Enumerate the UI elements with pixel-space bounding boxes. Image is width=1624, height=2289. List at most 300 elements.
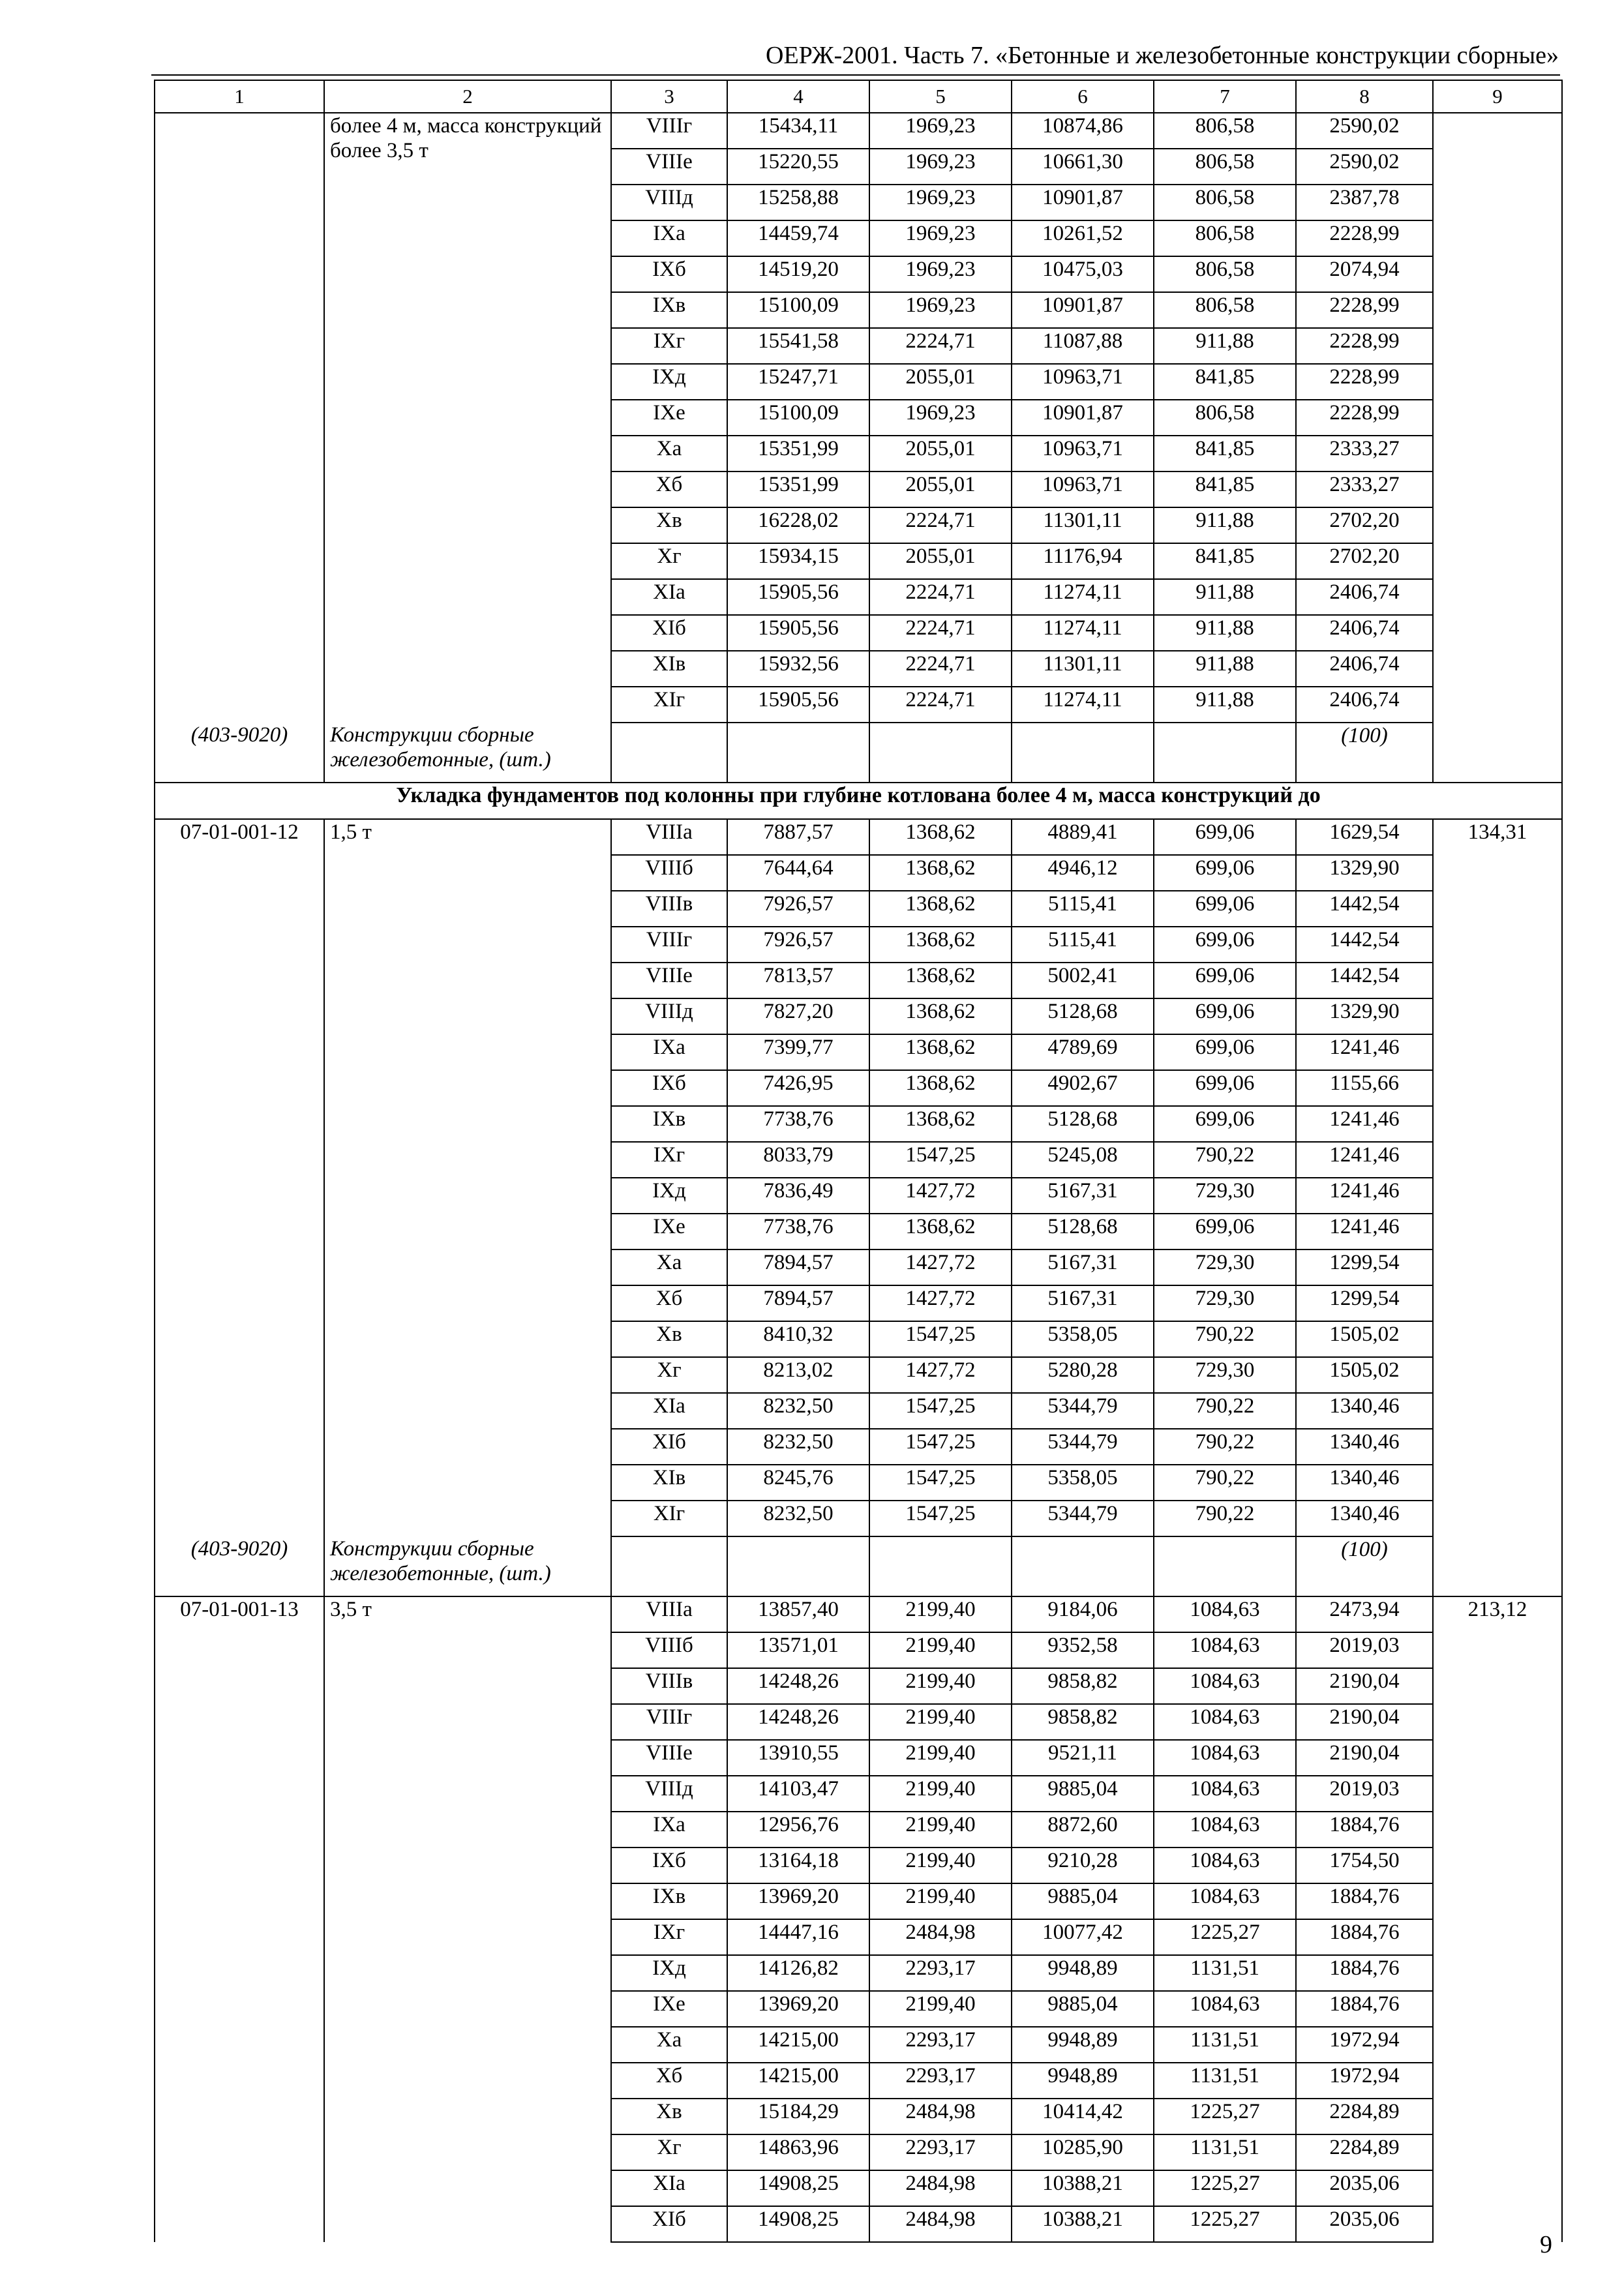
value-cell: 2406,74 xyxy=(1296,615,1433,651)
zone-cell: IXд xyxy=(611,1178,727,1214)
value-cell: 5358,05 xyxy=(1012,1465,1154,1501)
value-cell: 7644,64 xyxy=(727,855,869,891)
value-cell: 1084,63 xyxy=(1154,1632,1296,1668)
value-cell: 11176,94 xyxy=(1012,543,1154,579)
resource-row xyxy=(155,723,1562,783)
zone-cell: XIб xyxy=(611,1429,727,1465)
value-cell: 911,88 xyxy=(1154,507,1296,543)
value-cell: 790,22 xyxy=(1154,1429,1296,1465)
value-cell: 1427,72 xyxy=(869,1357,1012,1393)
value-cell: 4946,12 xyxy=(1012,855,1154,891)
value-cell: 1884,76 xyxy=(1296,1991,1433,2027)
zone-cell: VIIIд xyxy=(611,998,727,1034)
value-cell: 14126,82 xyxy=(727,1955,869,1991)
value-cell: 9948,89 xyxy=(1012,2027,1154,2063)
value-cell: 9352,58 xyxy=(1012,1632,1154,1668)
value-cell: 13857,40 xyxy=(727,1596,869,1632)
value-cell: 10874,86 xyxy=(1012,113,1154,149)
value-cell: 1084,63 xyxy=(1154,1883,1296,1919)
value-cell: 1225,27 xyxy=(1154,1919,1296,1955)
value-cell: 1754,50 xyxy=(1296,1848,1433,1883)
col-num-9: 9 xyxy=(1433,80,1562,113)
value-cell: 729,30 xyxy=(1154,1285,1296,1321)
value-cell: 2702,20 xyxy=(1296,507,1433,543)
page-header: ОЕРЖ-2001. Часть 7. «Бетонные и железобетонные конструкции сборные» xyxy=(766,42,1559,69)
value-cell: 15934,15 xyxy=(727,543,869,579)
col-num-4: 4 xyxy=(727,80,869,113)
value-cell: 11274,11 xyxy=(1012,615,1154,651)
value-cell: 10077,42 xyxy=(1012,1919,1154,1955)
value-cell: 699,06 xyxy=(1154,963,1296,998)
value-cell: 2228,99 xyxy=(1296,364,1433,400)
value-cell: 2473,94 xyxy=(1296,1596,1433,1632)
zone-cell: Xб xyxy=(611,471,727,507)
value-cell: 2199,40 xyxy=(869,1704,1012,1740)
zone-cell: VIIIб xyxy=(611,1632,727,1668)
value-cell: 911,88 xyxy=(1154,615,1296,651)
value-cell: 1299,54 xyxy=(1296,1249,1433,1285)
value-cell: 1084,63 xyxy=(1154,1776,1296,1812)
value-cell: 2224,71 xyxy=(869,687,1012,723)
value-cell: 8245,76 xyxy=(727,1465,869,1501)
value-cell: 1225,27 xyxy=(1154,2099,1296,2134)
value-cell: 699,06 xyxy=(1154,1070,1296,1106)
value-cell: 1505,02 xyxy=(1296,1321,1433,1357)
value-cell: 7836,49 xyxy=(727,1178,869,1214)
empty-cell xyxy=(727,723,869,783)
value-cell: 1368,62 xyxy=(869,1070,1012,1106)
value-cell: 2224,71 xyxy=(869,328,1012,364)
zone-cell: VIIIа xyxy=(611,819,727,855)
value-cell: 1131,51 xyxy=(1154,2027,1296,2063)
value-cell: 2406,74 xyxy=(1296,651,1433,687)
value-cell: 2228,99 xyxy=(1296,292,1433,328)
value-cell: 15220,55 xyxy=(727,149,869,185)
value-cell: 1547,25 xyxy=(869,1142,1012,1178)
value-cell: 2190,04 xyxy=(1296,1740,1433,1776)
header-rule xyxy=(151,74,1560,76)
value-cell: 15541,58 xyxy=(727,328,869,364)
value-cell: 1155,66 xyxy=(1296,1070,1433,1106)
value-cell: 7926,57 xyxy=(727,891,869,927)
value-cell: 11274,11 xyxy=(1012,579,1154,615)
value-cell: 15905,56 xyxy=(727,687,869,723)
rate-description: 3,5 т xyxy=(324,1596,611,2242)
zone-cell: IXд xyxy=(611,364,727,400)
zone-cell: XIб xyxy=(611,615,727,651)
empty-cell xyxy=(611,1536,727,1596)
col-num-3: 3 xyxy=(611,80,727,113)
empty-cell xyxy=(869,723,1012,783)
value-cell: 699,06 xyxy=(1154,891,1296,927)
value-cell: 1225,27 xyxy=(1154,2170,1296,2206)
zone-cell: Xб xyxy=(611,1285,727,1321)
empty-cell xyxy=(1154,1536,1296,1596)
value-cell: 790,22 xyxy=(1154,1321,1296,1357)
value-cell: 2035,06 xyxy=(1296,2206,1433,2242)
resource-code: (403-9020) xyxy=(155,1536,324,1596)
zone-cell: XIб xyxy=(611,2206,727,2242)
value-cell: 15258,88 xyxy=(727,185,869,220)
zone-cell: IXг xyxy=(611,1142,727,1178)
value-cell: 8213,02 xyxy=(727,1357,869,1393)
rate-code: 07-01-001-13 xyxy=(155,1596,324,2242)
value-cell: 1547,25 xyxy=(869,1501,1012,1536)
col-num-2: 2 xyxy=(324,80,611,113)
value-cell: 2387,78 xyxy=(1296,185,1433,220)
value-cell: 806,58 xyxy=(1154,256,1296,292)
value-cell: 5344,79 xyxy=(1012,1501,1154,1536)
value-cell: 13969,20 xyxy=(727,1991,869,2027)
value-cell: 8232,50 xyxy=(727,1501,869,1536)
zone-cell: IXб xyxy=(611,256,727,292)
zone-cell: IXд xyxy=(611,1955,727,1991)
value-cell: 11301,11 xyxy=(1012,507,1154,543)
value-cell: 729,30 xyxy=(1154,1178,1296,1214)
value-cell: 841,85 xyxy=(1154,471,1296,507)
value-cell: 2590,02 xyxy=(1296,149,1433,185)
value-cell: 10901,87 xyxy=(1012,292,1154,328)
zone-cell: VIIIе xyxy=(611,963,727,998)
value-cell: 1427,72 xyxy=(869,1249,1012,1285)
value-cell: 2484,98 xyxy=(869,1919,1012,1955)
zone-cell: Xа xyxy=(611,1249,727,1285)
value-cell: 729,30 xyxy=(1154,1249,1296,1285)
value-cell: 10475,03 xyxy=(1012,256,1154,292)
value-cell: 1131,51 xyxy=(1154,2134,1296,2170)
value-cell: 14248,26 xyxy=(727,1668,869,1704)
zone-cell: IXа xyxy=(611,220,727,256)
value-cell: 2055,01 xyxy=(869,436,1012,471)
value-cell: 13969,20 xyxy=(727,1883,869,1919)
value-cell: 2019,03 xyxy=(1296,1776,1433,1812)
value-cell: 2224,71 xyxy=(869,507,1012,543)
value-cell: 1084,63 xyxy=(1154,1668,1296,1704)
value-cell: 5280,28 xyxy=(1012,1357,1154,1393)
page-number: 9 xyxy=(1540,2231,1552,2258)
value-cell: 5115,41 xyxy=(1012,927,1154,963)
zone-cell: IXе xyxy=(611,1214,727,1249)
zone-cell: VIIIг xyxy=(611,1704,727,1740)
value-cell: 10963,71 xyxy=(1012,471,1154,507)
value-cell: 13910,55 xyxy=(727,1740,869,1776)
value-cell: 1442,54 xyxy=(1296,891,1433,927)
value-cell: 699,06 xyxy=(1154,855,1296,891)
value-cell: 11087,88 xyxy=(1012,328,1154,364)
value-cell: 13571,01 xyxy=(727,1632,869,1668)
labor-value: 134,31 xyxy=(1433,819,1562,1596)
zone-cell: IXг xyxy=(611,328,727,364)
value-cell: 1547,25 xyxy=(869,1429,1012,1465)
value-cell: 2333,27 xyxy=(1296,436,1433,471)
value-cell: 14248,26 xyxy=(727,1704,869,1740)
value-cell: 1368,62 xyxy=(869,998,1012,1034)
value-cell: 2055,01 xyxy=(869,471,1012,507)
value-cell: 699,06 xyxy=(1154,927,1296,963)
value-cell: 2293,17 xyxy=(869,2134,1012,2170)
value-cell: 1241,46 xyxy=(1296,1142,1433,1178)
value-cell: 806,58 xyxy=(1154,400,1296,436)
value-cell: 1084,63 xyxy=(1154,1596,1296,1632)
value-cell: 1969,23 xyxy=(869,400,1012,436)
value-cell: 9948,89 xyxy=(1012,1955,1154,1991)
value-cell: 2228,99 xyxy=(1296,400,1433,436)
value-cell: 4889,41 xyxy=(1012,819,1154,855)
value-cell: 1340,46 xyxy=(1296,1465,1433,1501)
col-num-1: 1 xyxy=(155,80,324,113)
value-cell: 841,85 xyxy=(1154,436,1296,471)
resource-row xyxy=(155,1536,1562,1596)
rate-code xyxy=(155,113,324,723)
value-cell: 1442,54 xyxy=(1296,963,1433,998)
value-cell: 10388,21 xyxy=(1012,2206,1154,2242)
value-cell: 2199,40 xyxy=(869,1596,1012,1632)
value-cell: 2190,04 xyxy=(1296,1704,1433,1740)
empty-cell xyxy=(869,1536,1012,1596)
value-cell: 1884,76 xyxy=(1296,1883,1433,1919)
value-cell: 8033,79 xyxy=(727,1142,869,1178)
rate-description: более 4 м, масса конструкций более 3,5 т xyxy=(324,113,611,723)
value-cell: 2484,98 xyxy=(869,2206,1012,2242)
empty-cell xyxy=(611,723,727,783)
value-cell: 2293,17 xyxy=(869,1955,1012,1991)
value-cell: 2333,27 xyxy=(1296,471,1433,507)
rate-code: 07-01-001-12 xyxy=(155,819,324,1536)
value-cell: 9521,11 xyxy=(1012,1740,1154,1776)
value-cell: 806,58 xyxy=(1154,113,1296,149)
value-cell: 5128,68 xyxy=(1012,1106,1154,1142)
value-cell: 7399,77 xyxy=(727,1034,869,1070)
table-row xyxy=(155,113,1562,149)
value-cell: 4789,69 xyxy=(1012,1034,1154,1070)
zone-cell: Xг xyxy=(611,543,727,579)
value-cell: 14908,25 xyxy=(727,2206,869,2242)
value-cell: 1884,76 xyxy=(1296,1955,1433,1991)
value-cell: 1368,62 xyxy=(869,1034,1012,1070)
value-cell: 9885,04 xyxy=(1012,1883,1154,1919)
zone-cell: IXг xyxy=(611,1919,727,1955)
empty-cell xyxy=(1154,723,1296,783)
value-cell: 10285,90 xyxy=(1012,2134,1154,2170)
value-cell: 1131,51 xyxy=(1154,1955,1296,1991)
value-cell: 13164,18 xyxy=(727,1848,869,1883)
column-number-row xyxy=(155,80,1562,113)
value-cell: 16228,02 xyxy=(727,507,869,543)
value-cell: 8410,32 xyxy=(727,1321,869,1357)
zone-cell: IXа xyxy=(611,1812,727,1848)
value-cell: 1241,46 xyxy=(1296,1178,1433,1214)
value-cell: 1084,63 xyxy=(1154,1704,1296,1740)
value-cell: 1969,23 xyxy=(869,185,1012,220)
resource-description: Конструкции сборные железобетонные, (шт.) xyxy=(324,1536,611,1596)
zone-cell: VIIIе xyxy=(611,149,727,185)
value-cell: 15184,29 xyxy=(727,2099,869,2134)
zone-cell: Xг xyxy=(611,2134,727,2170)
zone-cell: IXб xyxy=(611,1070,727,1106)
value-cell: 1340,46 xyxy=(1296,1429,1433,1465)
zone-cell: VIIIг xyxy=(611,927,727,963)
value-cell: 790,22 xyxy=(1154,1393,1296,1429)
value-cell: 1299,54 xyxy=(1296,1285,1433,1321)
zone-cell: XIа xyxy=(611,579,727,615)
value-cell: 14863,96 xyxy=(727,2134,869,2170)
empty-cell xyxy=(1012,723,1154,783)
value-cell: 8232,50 xyxy=(727,1429,869,1465)
value-cell: 5128,68 xyxy=(1012,1214,1154,1249)
resource-description: Конструкции сборные железобетонные, (шт.) xyxy=(324,723,611,783)
value-cell: 2590,02 xyxy=(1296,113,1433,149)
value-cell: 15905,56 xyxy=(727,579,869,615)
zone-cell: IXв xyxy=(611,292,727,328)
value-cell: 1368,62 xyxy=(869,963,1012,998)
value-cell: 14447,16 xyxy=(727,1919,869,1955)
value-cell: 806,58 xyxy=(1154,185,1296,220)
zone-cell: Xб xyxy=(611,2063,727,2099)
value-cell: 2199,40 xyxy=(869,1632,1012,1668)
value-cell: 2224,71 xyxy=(869,651,1012,687)
value-cell: 9885,04 xyxy=(1012,1991,1154,2027)
value-cell: 1368,62 xyxy=(869,927,1012,963)
table-body xyxy=(155,80,1562,2242)
value-cell: 15100,09 xyxy=(727,400,869,436)
zone-cell: Xа xyxy=(611,2027,727,2063)
value-cell: 11301,11 xyxy=(1012,651,1154,687)
value-cell: 806,58 xyxy=(1154,292,1296,328)
value-cell: 699,06 xyxy=(1154,1214,1296,1249)
value-cell: 2190,04 xyxy=(1296,1668,1433,1704)
value-cell: 1368,62 xyxy=(869,855,1012,891)
value-cell: 14103,47 xyxy=(727,1776,869,1812)
value-cell: 2055,01 xyxy=(869,543,1012,579)
value-cell: 1969,23 xyxy=(869,220,1012,256)
value-cell: 2055,01 xyxy=(869,364,1012,400)
value-cell: 5245,08 xyxy=(1012,1142,1154,1178)
value-cell: 10414,42 xyxy=(1012,2099,1154,2134)
value-cell: 841,85 xyxy=(1154,364,1296,400)
value-cell: 5344,79 xyxy=(1012,1429,1154,1465)
value-cell: 1340,46 xyxy=(1296,1501,1433,1536)
value-cell: 15351,99 xyxy=(727,436,869,471)
value-cell: 1368,62 xyxy=(869,1214,1012,1249)
value-cell: 7894,57 xyxy=(727,1285,869,1321)
value-cell: 10388,21 xyxy=(1012,2170,1154,2206)
value-cell: 1131,51 xyxy=(1154,2063,1296,2099)
zone-cell: VIIIе xyxy=(611,1740,727,1776)
value-cell: 1427,72 xyxy=(869,1178,1012,1214)
value-cell: 1547,25 xyxy=(869,1393,1012,1429)
value-cell: 10963,71 xyxy=(1012,364,1154,400)
value-cell: 5128,68 xyxy=(1012,998,1154,1034)
value-cell: 7738,76 xyxy=(727,1214,869,1249)
value-cell: 806,58 xyxy=(1154,149,1296,185)
value-cell: 2224,71 xyxy=(869,579,1012,615)
value-cell: 911,88 xyxy=(1154,687,1296,723)
value-cell: 699,06 xyxy=(1154,1106,1296,1142)
value-cell: 1972,94 xyxy=(1296,2063,1433,2099)
value-cell: 1084,63 xyxy=(1154,1812,1296,1848)
value-cell: 1241,46 xyxy=(1296,1106,1433,1142)
zone-cell: XIв xyxy=(611,1465,727,1501)
zone-cell: Xв xyxy=(611,507,727,543)
value-cell: 12956,76 xyxy=(727,1812,869,1848)
value-cell: 5115,41 xyxy=(1012,891,1154,927)
zone-cell: VIIIб xyxy=(611,855,727,891)
value-cell: 5167,31 xyxy=(1012,1178,1154,1214)
section-title: Укладка фундаментов под колонны при глубине котлована более 4 м, масса конструкций до xyxy=(155,783,1562,819)
table-row xyxy=(155,819,1562,855)
zone-cell: Xв xyxy=(611,1321,727,1357)
value-cell: 15905,56 xyxy=(727,615,869,651)
col-num-8: 8 xyxy=(1296,80,1433,113)
value-cell: 10901,87 xyxy=(1012,185,1154,220)
empty-cell xyxy=(727,1536,869,1596)
section-title-row xyxy=(155,783,1562,819)
value-cell: 2228,99 xyxy=(1296,328,1433,364)
zone-cell: VIIIд xyxy=(611,185,727,220)
value-cell: 9885,04 xyxy=(1012,1776,1154,1812)
value-cell: 1368,62 xyxy=(869,891,1012,927)
value-cell: 1241,46 xyxy=(1296,1034,1433,1070)
value-cell: 1084,63 xyxy=(1154,1848,1296,1883)
value-cell: 2199,40 xyxy=(869,1668,1012,1704)
value-cell: 1969,23 xyxy=(869,149,1012,185)
labor-value: 213,12 xyxy=(1433,1596,1562,2242)
value-cell: 7926,57 xyxy=(727,927,869,963)
value-cell: 2484,98 xyxy=(869,2170,1012,2206)
zone-cell: IXб xyxy=(611,1848,727,1883)
zone-cell: Xв xyxy=(611,2099,727,2134)
value-cell: 1547,25 xyxy=(869,1321,1012,1357)
value-cell: 2199,40 xyxy=(869,1812,1012,1848)
value-cell: 1084,63 xyxy=(1154,1991,1296,2027)
value-cell: 14459,74 xyxy=(727,220,869,256)
value-cell: 2406,74 xyxy=(1296,579,1433,615)
value-cell: 15100,09 xyxy=(727,292,869,328)
value-cell: 1340,46 xyxy=(1296,1393,1433,1429)
value-cell: 7827,20 xyxy=(727,998,869,1034)
value-cell: 699,06 xyxy=(1154,998,1296,1034)
value-cell: 4902,67 xyxy=(1012,1070,1154,1106)
value-cell: 2702,20 xyxy=(1296,543,1433,579)
value-cell: 1225,27 xyxy=(1154,2206,1296,2242)
value-cell: 2228,99 xyxy=(1296,220,1433,256)
value-cell: 699,06 xyxy=(1154,1034,1296,1070)
rate-description: 1,5 т xyxy=(324,819,611,1536)
value-cell: 790,22 xyxy=(1154,1465,1296,1501)
value-cell: 2199,40 xyxy=(869,1740,1012,1776)
value-cell: 841,85 xyxy=(1154,543,1296,579)
value-cell: 7426,95 xyxy=(727,1070,869,1106)
value-cell: 2199,40 xyxy=(869,1848,1012,1883)
value-cell: 11274,11 xyxy=(1012,687,1154,723)
value-cell: 1368,62 xyxy=(869,819,1012,855)
value-cell: 2035,06 xyxy=(1296,2170,1433,2206)
value-cell: 7894,57 xyxy=(727,1249,869,1285)
value-cell: 911,88 xyxy=(1154,328,1296,364)
value-cell: 7887,57 xyxy=(727,819,869,855)
value-cell: 8232,50 xyxy=(727,1393,869,1429)
zone-cell: IXв xyxy=(611,1883,727,1919)
zone-cell: VIIIг xyxy=(611,113,727,149)
zone-cell: VIIIв xyxy=(611,891,727,927)
value-cell: 911,88 xyxy=(1154,651,1296,687)
value-cell: 699,06 xyxy=(1154,819,1296,855)
zone-cell: IXа xyxy=(611,1034,727,1070)
value-cell: 1368,62 xyxy=(869,1106,1012,1142)
value-cell: 9184,06 xyxy=(1012,1596,1154,1632)
value-cell: 729,30 xyxy=(1154,1357,1296,1393)
value-cell: 14908,25 xyxy=(727,2170,869,2206)
